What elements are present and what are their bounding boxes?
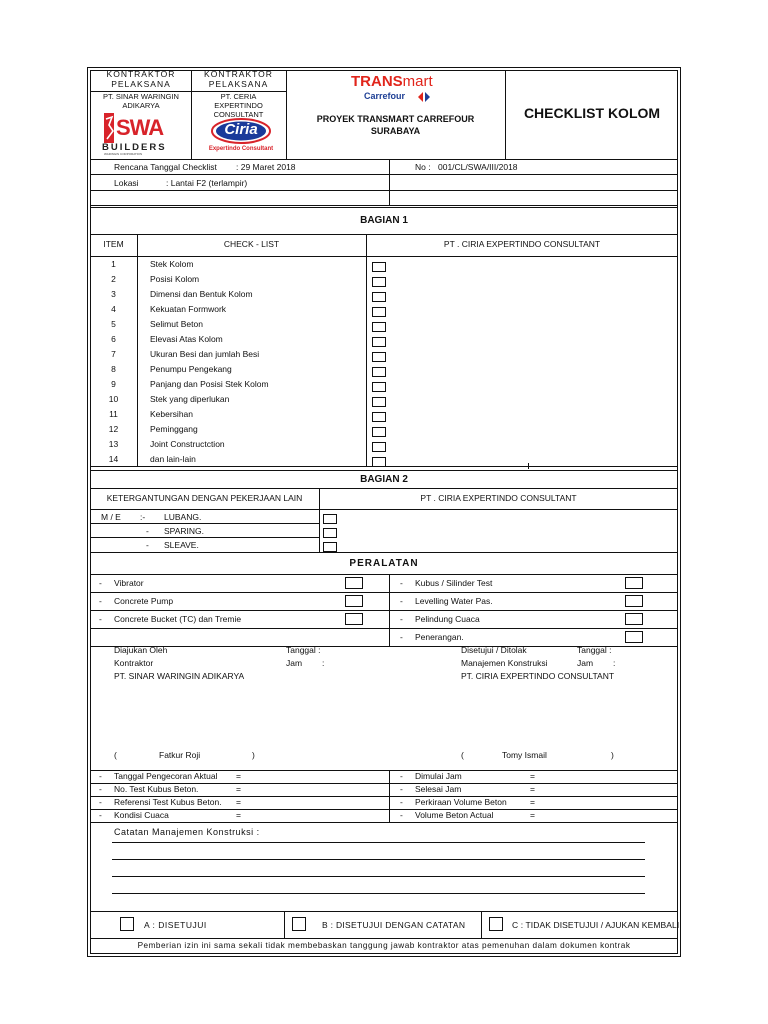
dependency-label: LUBANG. (164, 512, 202, 522)
checklist-item-label: Stek yang diperlukan (150, 394, 230, 404)
document-title: CHECKLIST KOLOM (523, 105, 661, 121)
bagian1-col-divider-1 (137, 234, 138, 466)
status-bottom-line (90, 938, 678, 939)
approval-left-time-colon: : (322, 658, 325, 668)
ciria-logo (210, 117, 272, 153)
transmart-logo (351, 74, 433, 89)
carrefour-icon (417, 90, 431, 102)
status-b-label: B : DISETUJUI DENGAN CATATAN (322, 920, 466, 930)
checklist-item-label: Dimensi dan Bentuk Kolom (150, 289, 253, 299)
peralatan-row-line3 (90, 628, 678, 629)
checklist-item-label: Panjang dan Posisi Stek Kolom (150, 379, 269, 389)
equipment-dash: - (99, 578, 102, 588)
status-b-checkbox[interactable] (292, 917, 306, 931)
casting-equals: = (530, 771, 535, 781)
approval-left-time-label: Jam (286, 658, 303, 668)
transmart-trans: TRANS (351, 73, 403, 90)
equipment-dash: - (99, 614, 102, 624)
consultant-name-line3: CONSULTANT (213, 110, 264, 119)
approval-right-company: PT. CIRIA EXPERTINDO CONSULTANT (461, 671, 615, 681)
checklist-item-label: Kebersihan (150, 409, 194, 419)
checklist-item-number: 14 (108, 454, 119, 464)
checklist-item-number: 1 (111, 259, 116, 269)
notes-line-1[interactable] (112, 842, 645, 843)
bagian1-title: BAGIAN 1 (360, 215, 408, 226)
checklist-item-checkbox[interactable] (372, 397, 386, 407)
casting-equals: = (530, 810, 535, 820)
checklist-item-number: 8 (111, 364, 116, 374)
casting-dash: - (99, 797, 102, 807)
checklist-item-checkbox[interactable] (372, 427, 386, 437)
equipment-dash: - (400, 614, 403, 624)
casting-label: Volume Beton Actual (415, 810, 494, 820)
equipment-label: Levelling Water Pas. (415, 596, 493, 606)
dependency-dash: - (146, 526, 149, 536)
notes-line-3[interactable] (112, 876, 645, 877)
checklist-item-number: 9 (111, 379, 116, 389)
peralatan-row-line2 (90, 610, 678, 611)
bagian2-header-top (90, 488, 678, 489)
casting-dash: - (400, 797, 403, 807)
casting-equals: = (236, 784, 241, 794)
me-label: M / E (101, 512, 121, 522)
checklist-item-checkbox[interactable] (372, 292, 386, 302)
location-value: : Lantai F2 (terlampir) (166, 178, 248, 188)
consultant-label-line2: PELAKSANA (208, 79, 269, 89)
checklist-item-checkbox[interactable] (372, 307, 386, 317)
meta-row-line1 (90, 174, 678, 175)
dependency-dash: - (146, 540, 149, 550)
checklist-item-number: 2 (111, 274, 116, 284)
checklist-item-number: 10 (108, 394, 119, 404)
approval-right-time-colon: : (613, 658, 616, 668)
consultant-name-line1: PT. CERIA (220, 92, 257, 101)
equipment-dash: - (400, 578, 403, 588)
checklist-item-checkbox[interactable] (372, 442, 386, 452)
casting-dash: - (99, 784, 102, 794)
bagian1-col-divider-2 (366, 234, 367, 466)
casting-equals: = (530, 797, 535, 807)
approval-left-role: Kontraktor (114, 658, 154, 668)
checklist-date-label: Rencana Tanggal Checklist (114, 162, 217, 172)
approval-right-status: Disetujui / Ditolak (461, 645, 527, 655)
meta-divider (389, 159, 390, 205)
checklist-date-value: : 29 Maret 2018 (236, 162, 296, 172)
status-a-label: A : DISETUJUI (144, 920, 207, 930)
casting-label: Selesai Jam (415, 784, 462, 794)
equipment-checkbox[interactable] (625, 577, 643, 589)
equipment-checkbox[interactable] (625, 595, 643, 607)
bagian1-col-checklist: CHECK - LIST (223, 239, 280, 249)
equipment-checkbox[interactable] (345, 595, 363, 607)
status-a-checkbox[interactable] (120, 917, 134, 931)
dependency-label: SLEAVE. (164, 540, 199, 550)
bagian1-tick (528, 463, 529, 469)
casting-dash: - (400, 810, 403, 820)
approval-submitted-by: Diajukan Oleh (114, 645, 168, 655)
casting-equals: = (530, 784, 535, 794)
equipment-label: Penerangan. (415, 632, 464, 642)
approval-left-date-label: Tanggal : (286, 645, 321, 655)
header-bottom-line (90, 159, 678, 160)
bagian1-col-item: ITEM (103, 239, 124, 249)
casting-equals: = (236, 771, 241, 781)
notes-line-2[interactable] (112, 859, 645, 860)
contractor-name-line1: PT. SINAR WARINGIN (103, 92, 179, 101)
dependency-checkbox[interactable] (323, 514, 337, 524)
bagian2-col-consultant: PT . CIRIA EXPERTINDO CONSULTANT (420, 493, 577, 503)
bagian2-bottom-line (90, 552, 678, 553)
casting-dash: - (400, 784, 403, 794)
equipment-label: Concrete Pump (114, 596, 174, 606)
checklist-item-checkbox[interactable] (372, 277, 386, 287)
ciria-logo-sub: Expertindo Consultant (208, 146, 274, 152)
document-number-label: No : (415, 162, 431, 172)
equipment-checkbox[interactable] (345, 577, 363, 589)
left-signature-close: ) (252, 750, 255, 760)
equipment-checkbox[interactable] (625, 631, 643, 643)
bagian1-col-consultant: PT . CIRIA EXPERTINDO CONSULTANT (443, 239, 601, 249)
footer-disclaimer: Pemberian izin ini sama sekali tidak membebaskan tanggung jawab kontraktor atas pemenuhan dalam dokumen kontrak (137, 941, 631, 950)
bagian2-col-dependency: KETERGANTUNGAN DENGAN PEKERJAAN LAIN (106, 493, 303, 503)
right-signature-open: ( (461, 750, 464, 760)
casting-label: Dimulai Jam (415, 771, 462, 781)
equipment-label: Concrete Bucket (TC) dan Tremie (114, 614, 242, 624)
swa-builders-logo (104, 113, 166, 157)
bagian2-header-bottom (90, 509, 678, 510)
approval-right-time-label: Jam (577, 658, 594, 668)
status-divider-2 (481, 911, 482, 938)
transmart-mart: mart (402, 73, 433, 90)
checklist-item-label: Posisi Kolom (150, 274, 200, 284)
consultant-label-line1: KONTRAKTOR (204, 69, 273, 79)
casting-label: Referensi Test Kubus Beton. (114, 797, 222, 807)
me-separator: :- (140, 512, 146, 522)
notes-label: Catatan Manajemen Konstruksi : (114, 827, 260, 837)
checklist-item-checkbox[interactable] (372, 457, 386, 467)
ciria-logo-text: Ciria (224, 121, 258, 138)
checklist-item-label: Penumpu Pengekang (150, 364, 232, 374)
casting-label: Tanggal Pengecoran Aktual (114, 771, 218, 781)
document-number-value: 001/CL/SWA/III/2018 (438, 162, 518, 172)
checklist-item-number: 5 (111, 319, 116, 329)
contractor-name-line2: ADIKARYA (122, 101, 160, 110)
status-c-checkbox[interactable] (489, 917, 503, 931)
bagian2-row-line2 (90, 537, 319, 538)
checklist-item-label: Stek Kolom (150, 259, 194, 269)
checklist-item-label: Joint Constructction (150, 439, 225, 449)
approval-left-company: PT. SINAR WARINGIN ADIKARYA (114, 671, 245, 681)
project-title-line1: PROYEK TRANSMART CARREFOUR (316, 114, 475, 124)
checklist-item-label: Kekuatan Formwork (150, 304, 227, 314)
equipment-dash: - (400, 632, 403, 642)
checklist-item-checkbox[interactable] (372, 367, 386, 377)
casting-label: No. Test Kubus Beton. (114, 784, 199, 794)
peralatan-row-line1 (90, 592, 678, 593)
meta-row-line2 (90, 190, 678, 191)
contractor-label-line2: PELAKSANA (111, 79, 171, 89)
checklist-item-number: 13 (108, 439, 119, 449)
swa-logo-sub: BUILDERS (102, 142, 167, 153)
checklist-item-label: Ukuran Besi dan jumlah Besi (150, 349, 260, 359)
casting-equals: = (236, 810, 241, 820)
right-signature-name: Tomy Ismail (502, 750, 547, 760)
equipment-checkbox[interactable] (345, 613, 363, 625)
checklist-item-number: 3 (111, 289, 116, 299)
dependency-label: SPARING. (164, 526, 204, 536)
bagian1-header-bottom (90, 256, 678, 257)
status-c-label: C : TIDAK DISETUJUI / AJUKAN KEMBALI (512, 920, 680, 930)
dependency-checkbox[interactable] (323, 542, 337, 552)
casting-dash: - (99, 810, 102, 820)
approval-right-date-label: Tanggal : (577, 645, 612, 655)
approval-right-role: Manajemen Konstruksi (461, 658, 548, 668)
checklist-item-number: 7 (111, 349, 116, 359)
checklist-item-label: Elevasi Atas Kolom (150, 334, 223, 344)
checklist-item-number: 12 (108, 424, 119, 434)
checklist-item-label: Selimut Beton (150, 319, 203, 329)
equipment-label: Pelindung Cuaca (415, 614, 480, 624)
right-signature-close: ) (611, 750, 614, 760)
peralatan-header-bottom (90, 574, 678, 575)
casting-row-line3 (90, 809, 678, 810)
equipment-label: Vibrator (114, 578, 144, 588)
checklist-item-checkbox[interactable] (372, 352, 386, 362)
checklist-item-label: dan lain-lain (150, 454, 196, 464)
carrefour-logo-text: Carrefour (364, 91, 406, 101)
checklist-item-checkbox[interactable] (372, 322, 386, 332)
checklist-item-number: 4 (111, 304, 116, 314)
bagian2-top-line (90, 470, 678, 471)
checklist-item-number: 6 (111, 334, 116, 344)
peralatan-title: PERALATAN (349, 558, 419, 569)
casting-dash: - (400, 771, 403, 781)
consultant-name-line2: EXPERTINDO (214, 101, 263, 110)
casting-equals: = (236, 797, 241, 807)
dependency-checkbox[interactable] (323, 528, 337, 538)
equipment-label: Kubus / Silinder Test (415, 578, 493, 588)
bagian1-header-top (90, 234, 678, 235)
bagian1-top-line (90, 207, 678, 208)
casting-label: Kondisi Cuaca (114, 810, 169, 820)
bagian2-row-line1 (90, 523, 319, 524)
swa-logo-text: SWA (116, 115, 164, 140)
status-top-line (90, 911, 678, 912)
status-divider-1 (284, 911, 285, 938)
bagian2-title: BAGIAN 2 (360, 474, 408, 485)
notes-line-4[interactable] (112, 893, 645, 894)
checklist-item-checkbox[interactable] (372, 337, 386, 347)
equipment-dash: - (400, 596, 403, 606)
contractor-label-line1: KONTRAKTOR (106, 69, 176, 79)
left-signature-name: Fatkur Roji (159, 750, 201, 760)
checklist-item-label: Peminggang (150, 424, 198, 434)
location-label: Lokasi (114, 178, 139, 188)
casting-bottom-line (90, 822, 678, 823)
checklist-item-number: 11 (109, 409, 118, 419)
checklist-item-checkbox[interactable] (372, 262, 386, 272)
swa-logo-tiny: WARINGIN CORPORATION (104, 152, 143, 156)
project-title-line2: SURABAYA (370, 126, 421, 136)
equipment-checkbox[interactable] (625, 613, 643, 625)
meta-row-line3 (90, 205, 678, 206)
casting-dash: - (99, 771, 102, 781)
checklist-item-checkbox[interactable] (372, 412, 386, 422)
left-signature-open: ( (114, 750, 117, 760)
checklist-item-checkbox[interactable] (372, 382, 386, 392)
equipment-dash: - (99, 596, 102, 606)
casting-label: Perkiraan Volume Beton (415, 797, 507, 807)
